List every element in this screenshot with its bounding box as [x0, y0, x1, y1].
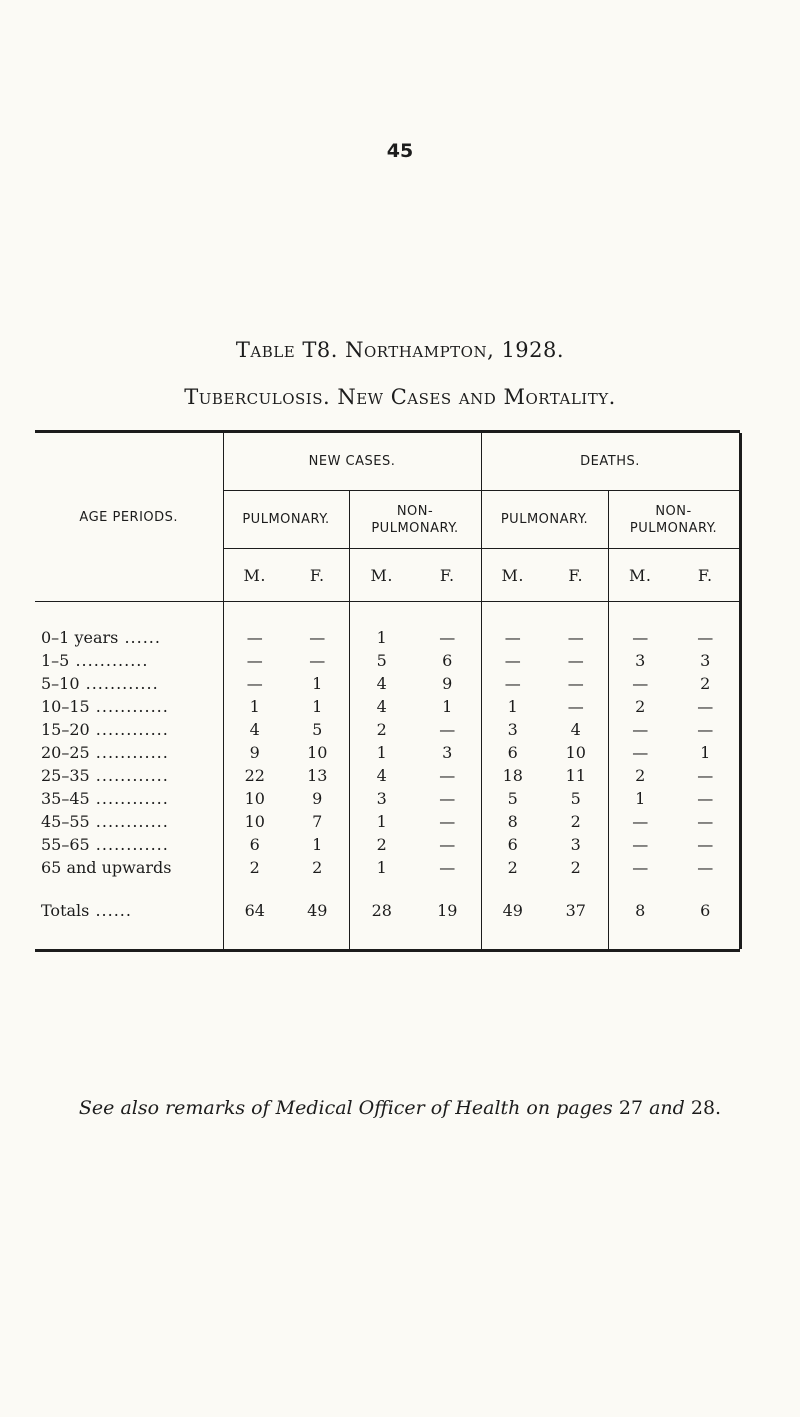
table-row	[35, 787, 740, 810]
value-cell: —	[697, 628, 714, 647]
table-row	[35, 856, 740, 879]
value-cell: 9	[223, 741, 286, 764]
leader-dots: ............	[89, 835, 169, 854]
value-cell: 5	[312, 720, 323, 739]
leader-dots: ............	[89, 789, 169, 808]
table-row	[35, 672, 740, 695]
footnote-text: See also remarks of Medical Officer of Health on pages	[78, 1097, 613, 1119]
value-cell: 4	[570, 720, 581, 739]
header-new-non-pulmonary	[349, 491, 481, 549]
leader-dots: ............	[89, 697, 169, 716]
table-title: Table T8. Northampton, 1928.	[235, 338, 565, 362]
value-cell: 49	[307, 900, 328, 920]
value-cell: —	[608, 741, 672, 764]
value-cell: 8	[608, 893, 672, 949]
age-period-label: 20–25	[41, 743, 90, 762]
value-cell: 2	[570, 812, 581, 831]
leader-dots: ............	[69, 651, 149, 670]
header-age-periods: AGE PERIODS.	[35, 433, 223, 602]
age-period-cell	[35, 718, 223, 741]
table-row	[35, 810, 740, 833]
age-period-cell	[35, 672, 223, 695]
value-cell: 6	[223, 833, 286, 856]
value-cell: 1	[349, 810, 414, 833]
non-pulmonary-line2: PULMONARY.	[371, 520, 459, 536]
age-period-cell	[35, 893, 223, 949]
value-cell: —	[481, 626, 544, 649]
value-cell: 37	[565, 900, 586, 920]
leader-dots: ............	[89, 720, 169, 739]
value-cell: —	[439, 835, 456, 854]
value-cell: 7	[312, 812, 323, 831]
value-cell: 3	[442, 743, 453, 762]
spacer-row	[35, 879, 740, 893]
value-cell: 1	[700, 743, 711, 762]
footnote-page-b: 28.	[690, 1097, 722, 1119]
value-cell: —	[481, 672, 544, 695]
table-row	[35, 764, 740, 787]
value-cell: —	[697, 858, 714, 877]
value-cell: 1	[481, 695, 544, 718]
value-cell: 2	[608, 695, 672, 718]
non-pulmonary-line1: NON-	[396, 503, 434, 519]
table-row	[35, 649, 740, 672]
value-cell: —	[608, 833, 672, 856]
value-cell: 4	[223, 718, 286, 741]
non-pulmonary-line2: PULMONARY.	[629, 520, 718, 536]
leader-dots: ......	[89, 900, 132, 920]
value-cell: —	[567, 674, 584, 693]
age-period-cell	[35, 626, 223, 649]
value-cell: 10	[223, 810, 286, 833]
non-pulmonary-line1: NON-	[655, 503, 692, 519]
value-cell: 2	[481, 856, 544, 879]
age-period-cell	[35, 741, 223, 764]
spacer-row	[35, 602, 740, 627]
age-period-cell	[35, 649, 223, 672]
age-period-label: 10–15	[41, 697, 90, 716]
value-cell: 6	[481, 833, 544, 856]
value-cell: 19	[437, 900, 458, 920]
value-cell: 1	[349, 626, 414, 649]
value-cell: 2	[349, 718, 414, 741]
value-cell: —	[309, 628, 326, 647]
value-cell: 10	[307, 743, 328, 762]
value-cell: —	[223, 626, 286, 649]
value-cell: 3	[349, 787, 414, 810]
value-cell: 2	[223, 856, 286, 879]
header-m: M.	[349, 549, 414, 602]
header-m: M.	[223, 549, 286, 602]
value-cell: —	[439, 789, 456, 808]
value-cell: 9	[312, 789, 323, 808]
value-cell: 1	[442, 697, 453, 716]
value-cell: 13	[307, 766, 328, 785]
value-cell: —	[439, 628, 456, 647]
header-f: F.	[286, 549, 349, 602]
value-cell: 2	[700, 674, 711, 693]
header-deaths: DEATHS.	[481, 433, 740, 491]
value-cell: —	[608, 810, 672, 833]
value-cell: 49	[481, 893, 544, 949]
value-cell: 1	[349, 741, 414, 764]
age-period-label: 0–1 years	[41, 628, 119, 647]
value-cell: 1	[312, 835, 323, 854]
value-cell: —	[608, 718, 672, 741]
value-cell: 1	[312, 697, 323, 716]
table-row	[35, 718, 740, 741]
value-cell: —	[439, 812, 456, 831]
value-cell: 22	[223, 764, 286, 787]
age-period-cell	[35, 787, 223, 810]
value-cell: 3	[608, 649, 672, 672]
value-cell: 9	[442, 674, 453, 693]
age-period-label: 35–45	[41, 789, 90, 808]
value-cell: 10	[223, 787, 286, 810]
age-period-label: 25–35	[41, 766, 90, 785]
header-m: M.	[481, 549, 544, 602]
value-cell: —	[439, 858, 456, 877]
table-row	[35, 741, 740, 764]
leader-dots: ............	[89, 743, 169, 762]
age-period-cell	[35, 856, 223, 879]
footnote	[0, 1097, 800, 1119]
value-cell: 5	[570, 789, 581, 808]
page-number: 45	[386, 140, 414, 162]
value-cell: 4	[349, 764, 414, 787]
table-row	[35, 626, 740, 649]
value-cell: 4	[349, 695, 414, 718]
value-cell: 2	[312, 858, 323, 877]
header-deaths-pulmonary: PULMONARY.	[481, 491, 608, 549]
value-cell: —	[697, 812, 714, 831]
value-cell: —	[608, 856, 672, 879]
value-cell: —	[697, 789, 714, 808]
table-subtitle: Tuberculosis. New Cases and Mortality.	[184, 385, 616, 409]
value-cell: 8	[481, 810, 544, 833]
value-cell: —	[567, 697, 584, 716]
age-period-label: 5–10	[41, 674, 80, 693]
age-period-label: 45–55	[41, 812, 90, 831]
age-period-label: Totals	[41, 900, 90, 920]
value-cell: —	[567, 628, 584, 647]
value-cell: 10	[565, 743, 586, 762]
value-cell: —	[697, 766, 714, 785]
leader-dots: ......	[118, 628, 161, 647]
value-cell: —	[697, 697, 714, 716]
value-cell: 2	[570, 858, 581, 877]
table-row	[35, 695, 740, 718]
leader-dots: ............	[89, 812, 169, 831]
value-cell: 3	[700, 651, 711, 670]
age-period-cell	[35, 810, 223, 833]
header-m: M.	[608, 549, 672, 602]
footnote-page-a: 27	[618, 1097, 644, 1119]
table-body	[35, 602, 740, 950]
totals-row	[35, 893, 740, 949]
leader-dots: ............	[79, 674, 159, 693]
value-cell: 5	[481, 787, 544, 810]
age-period-cell	[35, 764, 223, 787]
age-period-label: 55–65	[41, 835, 90, 854]
value-cell: 1	[608, 787, 672, 810]
value-cell: —	[608, 672, 672, 695]
value-cell: —	[697, 720, 714, 739]
age-period-cell	[35, 833, 223, 856]
value-cell: 11	[565, 766, 586, 785]
tuberculosis-table-container	[35, 430, 740, 952]
value-cell: 6	[442, 651, 453, 670]
value-cell: 3	[481, 718, 544, 741]
value-cell: 3	[570, 835, 581, 854]
value-cell: 2	[349, 833, 414, 856]
header-new-pulmonary: PULMONARY.	[223, 491, 349, 549]
value-cell: —	[567, 651, 584, 670]
table-bottom-rule	[35, 949, 740, 952]
header-deaths-non-pulmonary	[608, 491, 740, 549]
value-cell: 5	[349, 649, 414, 672]
value-cell: —	[697, 835, 714, 854]
value-cell: 1	[349, 856, 414, 879]
age-period-label: 1–5	[41, 651, 70, 670]
footnote-conj: and	[649, 1097, 685, 1119]
value-cell: —	[223, 672, 286, 695]
value-cell: 2	[608, 764, 672, 787]
value-cell: 1	[223, 695, 286, 718]
table-row	[35, 833, 740, 856]
header-f: F.	[414, 549, 481, 602]
value-cell: 6	[700, 900, 711, 920]
value-cell: 4	[349, 672, 414, 695]
value-cell: 1	[312, 674, 323, 693]
age-period-label: 15–20	[41, 720, 90, 739]
value-cell: 28	[349, 893, 414, 949]
age-period-label: 65 and upwards	[41, 858, 172, 877]
value-cell: 18	[481, 764, 544, 787]
header-f: F.	[672, 549, 740, 602]
value-cell: —	[439, 720, 456, 739]
header-f: F.	[544, 549, 608, 602]
value-cell: 6	[481, 741, 544, 764]
value-cell: —	[309, 651, 326, 670]
value-cell: —	[608, 626, 672, 649]
value-cell: 64	[223, 893, 286, 949]
leader-dots: ............	[89, 766, 169, 785]
header-new-cases: NEW CASES.	[223, 433, 481, 491]
value-cell: —	[439, 766, 456, 785]
value-cell: —	[223, 649, 286, 672]
value-cell: —	[481, 649, 544, 672]
tuberculosis-table	[35, 433, 742, 949]
age-period-cell	[35, 695, 223, 718]
